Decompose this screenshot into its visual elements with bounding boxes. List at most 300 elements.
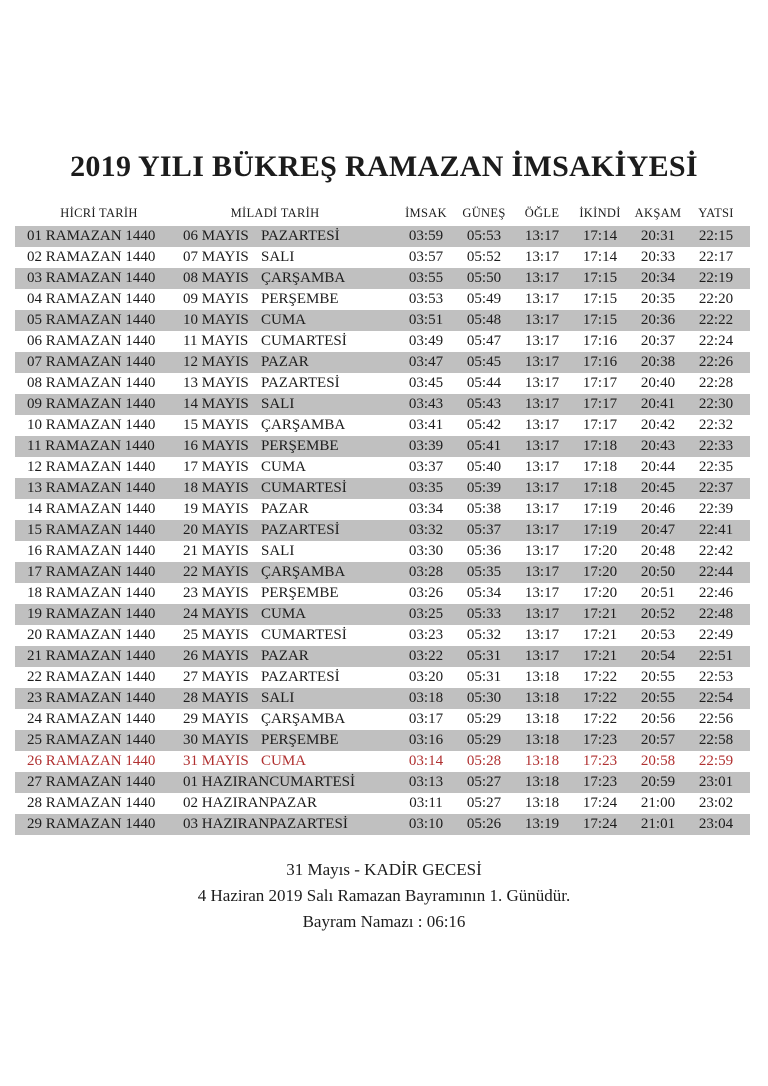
day-name: ÇARŞAMBA xyxy=(261,417,346,433)
time-cell-ogle: 13:17 xyxy=(524,354,560,370)
time-cell-gunes: 05:30 xyxy=(466,690,502,706)
time-cell-ikindi: 17:23 xyxy=(582,774,618,790)
time-cell-gunes: 05:52 xyxy=(466,249,502,265)
hicri-cell: 07 RAMAZAN 1440 xyxy=(27,354,156,370)
time-cell-yatsi: 22:58 xyxy=(698,732,734,748)
day-name: SALI xyxy=(261,690,295,706)
miladi-date: 01 HAZIRAN xyxy=(183,774,270,790)
miladi-date: 27 MAYIS xyxy=(183,669,249,685)
time-cell-ikindi: 17:14 xyxy=(582,228,618,244)
table-row xyxy=(15,688,750,709)
table-row xyxy=(15,793,750,814)
time-cell-ogle: 13:17 xyxy=(524,606,560,622)
time-cell-yatsi: 22:49 xyxy=(698,627,734,643)
time-cell-gunes: 05:29 xyxy=(466,732,502,748)
time-cell-aksam: 20:57 xyxy=(640,732,676,748)
hicri-cell: 21 RAMAZAN 1440 xyxy=(27,648,156,664)
time-cell-yatsi: 22:30 xyxy=(698,396,734,412)
time-cell-gunes: 05:26 xyxy=(466,816,502,832)
miladi-cell xyxy=(183,417,397,434)
time-cell-aksam: 20:46 xyxy=(640,501,676,517)
miladi-date: 28 MAYIS xyxy=(183,690,249,706)
day-name: ÇARŞAMBA xyxy=(261,270,346,286)
time-cell-aksam: 21:01 xyxy=(640,816,676,832)
time-cell-ikindi: 17:24 xyxy=(582,816,618,832)
miladi-date: 02 HAZIRAN xyxy=(183,795,270,811)
miladi-date: 07 MAYIS xyxy=(183,249,249,265)
miladi-date: 16 MAYIS xyxy=(183,438,249,454)
table-row xyxy=(15,310,750,331)
time-cell-aksam: 20:47 xyxy=(640,522,676,538)
time-cell-ogle: 13:17 xyxy=(524,249,560,265)
hicri-cell: 08 RAMAZAN 1440 xyxy=(27,375,156,391)
time-cell-yatsi: 22:24 xyxy=(698,333,734,349)
time-cell-imsak: 03:59 xyxy=(408,228,444,244)
time-cell-ikindi: 17:21 xyxy=(582,627,618,643)
time-cell-ikindi: 17:15 xyxy=(582,312,618,328)
table-row xyxy=(15,814,750,835)
time-cell-ikindi: 17:22 xyxy=(582,711,618,727)
time-cell-aksam: 20:38 xyxy=(640,354,676,370)
miladi-date: 12 MAYIS xyxy=(183,354,249,370)
day-name: PAZARTESİ xyxy=(261,669,340,685)
time-cell-ogle: 13:17 xyxy=(524,543,560,559)
table-row xyxy=(15,646,750,667)
page-title: 2019 YILI BÜKREŞ RAMAZAN İMSAKİYESİ xyxy=(70,150,698,183)
day-name: PAZAR xyxy=(261,501,309,517)
time-cell-yatsi: 22:59 xyxy=(698,753,734,769)
col-header-imsak: İMSAK xyxy=(405,205,447,220)
time-cell-ikindi: 17:22 xyxy=(582,690,618,706)
miladi-date: 29 MAYIS xyxy=(183,711,249,727)
time-cell-aksam: 20:31 xyxy=(640,228,676,244)
time-cell-ikindi: 17:20 xyxy=(582,585,618,601)
time-cell-aksam: 20:45 xyxy=(640,480,676,496)
time-cell-yatsi: 22:22 xyxy=(698,312,734,328)
time-cell-aksam: 20:41 xyxy=(640,396,676,412)
miladi-date: 10 MAYIS xyxy=(183,312,249,328)
hicri-cell: 25 RAMAZAN 1440 xyxy=(27,732,156,748)
time-cell-aksam: 20:54 xyxy=(640,648,676,664)
time-cell-ogle: 13:17 xyxy=(524,396,560,412)
miladi-date: 18 MAYIS xyxy=(183,480,249,496)
time-cell-ikindi: 17:17 xyxy=(582,375,618,391)
time-cell-ogle: 13:19 xyxy=(524,816,560,832)
hicri-cell: 29 RAMAZAN 1440 xyxy=(27,816,156,832)
miladi-cell xyxy=(183,606,397,623)
hicri-cell: 09 RAMAZAN 1440 xyxy=(27,396,156,412)
time-cell-yatsi: 22:46 xyxy=(698,585,734,601)
miladi-cell xyxy=(183,333,397,350)
time-cell-imsak: 03:10 xyxy=(408,816,444,832)
table-row xyxy=(15,226,750,247)
time-cell-ogle: 13:18 xyxy=(524,711,560,727)
time-cell-aksam: 20:40 xyxy=(640,375,676,391)
time-cell-ogle: 13:17 xyxy=(524,627,560,643)
time-cell-yatsi: 22:37 xyxy=(698,480,734,496)
day-name: PERŞEMBE xyxy=(261,732,339,748)
time-cell-gunes: 05:47 xyxy=(466,333,502,349)
time-cell-gunes: 05:29 xyxy=(466,711,502,727)
hicri-cell: 12 RAMAZAN 1440 xyxy=(27,459,156,475)
time-cell-aksam: 20:33 xyxy=(640,249,676,265)
table-row xyxy=(15,268,750,289)
time-cell-ikindi: 17:14 xyxy=(582,249,618,265)
time-cell-yatsi: 22:41 xyxy=(698,522,734,538)
miladi-cell xyxy=(183,459,397,476)
time-cell-ogle: 13:17 xyxy=(524,417,560,433)
time-cell-ikindi: 17:17 xyxy=(582,396,618,412)
miladi-cell xyxy=(183,585,397,602)
day-name: SALI xyxy=(261,396,295,412)
time-cell-gunes: 05:37 xyxy=(466,522,502,538)
time-cell-ikindi: 17:21 xyxy=(582,606,618,622)
miladi-cell xyxy=(183,312,397,329)
day-name: PERŞEMBE xyxy=(261,291,339,307)
day-name: CUMA xyxy=(261,606,307,622)
time-cell-gunes: 05:38 xyxy=(466,501,502,517)
time-cell-gunes: 05:32 xyxy=(466,627,502,643)
hicri-cell: 24 RAMAZAN 1440 xyxy=(27,711,156,727)
time-cell-ogle: 13:17 xyxy=(524,480,560,496)
miladi-date: 06 MAYIS xyxy=(183,228,249,244)
time-cell-ogle: 13:17 xyxy=(524,270,560,286)
time-cell-aksam: 20:35 xyxy=(640,291,676,307)
time-cell-imsak: 03:37 xyxy=(408,459,444,475)
table-row xyxy=(15,331,750,352)
miladi-date: 15 MAYIS xyxy=(183,417,249,433)
time-cell-gunes: 05:43 xyxy=(466,396,502,412)
miladi-cell xyxy=(183,396,397,413)
day-name: CUMA xyxy=(261,753,307,769)
time-cell-imsak: 03:18 xyxy=(408,690,444,706)
table-row xyxy=(15,583,750,604)
time-cell-yatsi: 23:02 xyxy=(698,795,734,811)
time-cell-ikindi: 17:23 xyxy=(582,753,618,769)
table-row xyxy=(15,499,750,520)
time-cell-yatsi: 22:42 xyxy=(698,543,734,559)
day-name: PAZARTESİ xyxy=(261,375,340,391)
time-cell-aksam: 20:43 xyxy=(640,438,676,454)
miladi-cell xyxy=(183,816,397,833)
table-row xyxy=(15,772,750,793)
day-name: PAZAR xyxy=(261,354,309,370)
hicri-cell: 23 RAMAZAN 1440 xyxy=(27,690,156,706)
time-cell-gunes: 05:45 xyxy=(466,354,502,370)
time-cell-yatsi: 22:19 xyxy=(698,270,734,286)
hicri-cell: 27 RAMAZAN 1440 xyxy=(27,774,156,790)
miladi-cell xyxy=(183,690,397,707)
miladi-date: 22 MAYIS xyxy=(183,564,249,580)
time-cell-imsak: 03:26 xyxy=(408,585,444,601)
time-cell-ogle: 13:17 xyxy=(524,438,560,454)
time-cell-yatsi: 22:15 xyxy=(698,228,734,244)
table-row xyxy=(15,625,750,646)
miladi-date: 31 MAYIS xyxy=(183,753,249,769)
time-cell-yatsi: 22:20 xyxy=(698,291,734,307)
time-cell-imsak: 03:55 xyxy=(408,270,444,286)
miladi-cell xyxy=(183,249,397,266)
miladi-date: 03 HAZIRAN xyxy=(183,816,270,832)
time-cell-yatsi: 22:33 xyxy=(698,438,734,454)
time-cell-ikindi: 17:16 xyxy=(582,333,618,349)
time-cell-gunes: 05:34 xyxy=(466,585,502,601)
time-cell-gunes: 05:27 xyxy=(466,795,502,811)
time-cell-imsak: 03:51 xyxy=(408,312,444,328)
time-cell-yatsi: 22:35 xyxy=(698,459,734,475)
table-row xyxy=(15,751,750,772)
time-cell-ikindi: 17:17 xyxy=(582,417,618,433)
col-header-ogle: ÖĞLE xyxy=(524,205,560,220)
time-cell-yatsi: 23:01 xyxy=(698,774,734,790)
time-cell-imsak: 03:41 xyxy=(408,417,444,433)
day-name: PAZARTESİ xyxy=(261,228,340,244)
table-row xyxy=(15,247,750,268)
table-row xyxy=(15,352,750,373)
time-cell-gunes: 05:41 xyxy=(466,438,502,454)
table-row xyxy=(15,562,750,583)
time-cell-ikindi: 17:24 xyxy=(582,795,618,811)
time-cell-ikindi: 17:15 xyxy=(582,291,618,307)
time-cell-gunes: 05:33 xyxy=(466,606,502,622)
table-row xyxy=(15,373,750,394)
miladi-date: 17 MAYIS xyxy=(183,459,249,475)
miladi-date: 25 MAYIS xyxy=(183,627,249,643)
time-cell-aksam: 20:36 xyxy=(640,312,676,328)
time-cell-ogle: 13:18 xyxy=(524,753,560,769)
time-cell-ikindi: 17:19 xyxy=(582,501,618,517)
hicri-cell: 15 RAMAZAN 1440 xyxy=(27,522,156,538)
time-cell-yatsi: 22:53 xyxy=(698,669,734,685)
hicri-cell: 13 RAMAZAN 1440 xyxy=(27,480,156,496)
miladi-cell xyxy=(183,795,397,812)
hicri-cell: 04 RAMAZAN 1440 xyxy=(27,291,156,307)
time-cell-aksam: 20:59 xyxy=(640,774,676,790)
hicri-cell: 14 RAMAZAN 1440 xyxy=(27,501,156,517)
time-cell-ogle: 13:17 xyxy=(524,522,560,538)
miladi-cell xyxy=(183,501,397,518)
day-name: PAZARTESİ xyxy=(261,522,340,538)
day-name: SALI xyxy=(261,543,295,559)
time-cell-yatsi: 22:48 xyxy=(698,606,734,622)
time-cell-ogle: 13:18 xyxy=(524,774,560,790)
time-cell-aksam: 20:51 xyxy=(640,585,676,601)
time-cell-gunes: 05:42 xyxy=(466,417,502,433)
miladi-date: 11 MAYIS xyxy=(183,333,249,349)
table-body xyxy=(15,226,750,835)
day-name: ÇARŞAMBA xyxy=(261,711,346,727)
time-cell-aksam: 20:48 xyxy=(640,543,676,559)
time-cell-ogle: 13:17 xyxy=(524,648,560,664)
day-name: CUMA xyxy=(261,459,307,475)
day-name: CUMARTESİ xyxy=(269,774,356,790)
time-cell-aksam: 20:44 xyxy=(640,459,676,475)
time-cell-yatsi: 22:17 xyxy=(698,249,734,265)
time-cell-imsak: 03:43 xyxy=(408,396,444,412)
footer-line-bayram-namazi: Bayram Namazı : 06:16 xyxy=(302,912,466,931)
table-row xyxy=(15,478,750,499)
time-cell-imsak: 03:53 xyxy=(408,291,444,307)
miladi-cell xyxy=(183,753,397,770)
day-name: CUMARTESİ xyxy=(261,333,347,349)
col-header-miladi-tarih: MİLADİ TARİH xyxy=(230,205,320,220)
miladi-cell xyxy=(183,774,397,791)
time-cell-gunes: 05:36 xyxy=(466,543,502,559)
miladi-cell xyxy=(183,438,397,455)
time-cell-gunes: 05:31 xyxy=(466,669,502,685)
time-cell-gunes: 05:27 xyxy=(466,774,502,790)
time-cell-yatsi: 22:51 xyxy=(698,648,734,664)
time-cell-ogle: 13:17 xyxy=(524,501,560,517)
time-cell-ogle: 13:18 xyxy=(524,795,560,811)
time-cell-imsak: 03:28 xyxy=(408,564,444,580)
time-cell-imsak: 03:30 xyxy=(408,543,444,559)
time-cell-aksam: 20:50 xyxy=(640,564,676,580)
time-cell-ogle: 13:18 xyxy=(524,669,560,685)
time-cell-ogle: 13:17 xyxy=(524,585,560,601)
miladi-cell xyxy=(183,270,397,287)
miladi-cell xyxy=(183,711,397,728)
miladi-cell xyxy=(183,354,397,371)
time-cell-yatsi: 22:54 xyxy=(698,690,734,706)
time-cell-ogle: 13:18 xyxy=(524,732,560,748)
time-cell-aksam: 20:52 xyxy=(640,606,676,622)
time-cell-gunes: 05:53 xyxy=(466,228,502,244)
time-cell-imsak: 03:35 xyxy=(408,480,444,496)
table-row xyxy=(15,541,750,562)
hicri-cell: 26 RAMAZAN 1440 xyxy=(27,753,156,769)
miladi-cell xyxy=(183,291,397,308)
miladi-cell xyxy=(183,564,397,581)
hicri-cell: 02 RAMAZAN 1440 xyxy=(27,249,156,265)
day-name: PAZAR xyxy=(269,795,318,811)
day-name: CUMARTESİ xyxy=(261,627,347,643)
time-cell-ikindi: 17:15 xyxy=(582,270,618,286)
time-cell-gunes: 05:50 xyxy=(466,270,502,286)
day-name: CUMARTESİ xyxy=(261,480,347,496)
time-cell-ikindi: 17:16 xyxy=(582,354,618,370)
time-cell-ikindi: 17:18 xyxy=(582,438,618,454)
time-cell-ikindi: 17:21 xyxy=(582,648,618,664)
miladi-cell xyxy=(183,732,397,749)
time-cell-imsak: 03:13 xyxy=(408,774,444,790)
footer-notes xyxy=(0,857,768,935)
time-cell-imsak: 03:20 xyxy=(408,669,444,685)
col-header-yatsi: YATSI xyxy=(698,205,734,220)
time-cell-yatsi: 22:39 xyxy=(698,501,734,517)
time-cell-imsak: 03:45 xyxy=(408,375,444,391)
hicri-cell: 17 RAMAZAN 1440 xyxy=(27,564,156,580)
miladi-date: 14 MAYIS xyxy=(183,396,249,412)
hicri-cell: 16 RAMAZAN 1440 xyxy=(27,543,156,559)
miladi-cell xyxy=(183,669,397,686)
miladi-date: 20 MAYIS xyxy=(183,522,249,538)
time-cell-aksam: 20:53 xyxy=(640,627,676,643)
time-cell-ikindi: 17:18 xyxy=(582,459,618,475)
table-row xyxy=(15,709,750,730)
footer-line-kadir-gecesi: 31 Mayıs - KADİR GECESİ xyxy=(286,860,482,879)
time-cell-imsak: 03:23 xyxy=(408,627,444,643)
hicri-cell: 19 RAMAZAN 1440 xyxy=(27,606,156,622)
time-cell-ikindi: 17:22 xyxy=(582,669,618,685)
table-row xyxy=(15,394,750,415)
time-cell-yatsi: 22:32 xyxy=(698,417,734,433)
time-cell-ogle: 13:17 xyxy=(524,291,560,307)
miladi-cell xyxy=(183,648,397,665)
time-cell-yatsi: 22:28 xyxy=(698,375,734,391)
time-cell-imsak: 03:22 xyxy=(408,648,444,664)
time-cell-gunes: 05:35 xyxy=(466,564,502,580)
time-cell-ikindi: 17:20 xyxy=(582,543,618,559)
hicri-cell: 10 RAMAZAN 1440 xyxy=(27,417,156,433)
hicri-cell: 11 RAMAZAN 1440 xyxy=(27,438,155,454)
table-header xyxy=(15,203,750,223)
miladi-date: 09 MAYIS xyxy=(183,291,249,307)
time-cell-yatsi: 22:44 xyxy=(698,564,734,580)
time-cell-gunes: 05:31 xyxy=(466,648,502,664)
miladi-date: 19 MAYIS xyxy=(183,501,249,517)
miladi-date: 08 MAYIS xyxy=(183,270,249,286)
miladi-cell xyxy=(183,627,397,644)
time-cell-aksam: 21:00 xyxy=(640,795,676,811)
hicri-cell: 22 RAMAZAN 1440 xyxy=(27,669,156,685)
day-name: ÇARŞAMBA xyxy=(261,564,346,580)
time-cell-aksam: 20:55 xyxy=(640,669,676,685)
miladi-cell xyxy=(183,375,397,392)
time-cell-ogle: 13:17 xyxy=(524,564,560,580)
day-name: PERŞEMBE xyxy=(261,585,339,601)
time-cell-yatsi: 22:56 xyxy=(698,711,734,727)
miladi-cell xyxy=(183,543,397,560)
table-row xyxy=(15,436,750,457)
time-cell-imsak: 03:39 xyxy=(408,438,444,454)
time-cell-imsak: 03:47 xyxy=(408,354,444,370)
hicri-cell: 05 RAMAZAN 1440 xyxy=(27,312,156,328)
table-row xyxy=(15,667,750,688)
time-cell-imsak: 03:16 xyxy=(408,732,444,748)
time-cell-ogle: 13:17 xyxy=(524,459,560,475)
time-cell-imsak: 03:32 xyxy=(408,522,444,538)
time-cell-imsak: 03:17 xyxy=(408,711,444,727)
miladi-date: 26 MAYIS xyxy=(183,648,249,664)
time-cell-ogle: 13:17 xyxy=(524,375,560,391)
table-row xyxy=(15,520,750,541)
hicri-cell: 20 RAMAZAN 1440 xyxy=(27,627,156,643)
day-name: SALI xyxy=(261,249,295,265)
time-cell-imsak: 03:57 xyxy=(408,249,444,265)
time-cell-ikindi: 17:23 xyxy=(582,732,618,748)
miladi-date: 13 MAYIS xyxy=(183,375,249,391)
table-row xyxy=(15,730,750,751)
footer-line-bayram-gunu: 4 Haziran 2019 Salı Ramazan Bayramının 1. Günüdür. xyxy=(197,886,571,905)
time-cell-imsak: 03:11 xyxy=(409,795,443,811)
table-row xyxy=(15,457,750,478)
day-name: PAZARTESİ xyxy=(269,816,348,832)
col-header-ikindi: İKİNDİ xyxy=(579,205,621,220)
miladi-cell xyxy=(183,522,397,539)
time-cell-ogle: 13:17 xyxy=(524,333,560,349)
time-cell-ikindi: 17:20 xyxy=(582,564,618,580)
col-header-hicri-tarih: HİCRİ TARİH xyxy=(60,205,138,220)
time-cell-yatsi: 23:04 xyxy=(698,816,734,832)
miladi-date: 21 MAYIS xyxy=(183,543,249,559)
miladi-cell xyxy=(183,228,397,245)
time-cell-gunes: 05:49 xyxy=(466,291,502,307)
time-cell-ikindi: 17:18 xyxy=(582,480,618,496)
time-cell-ogle: 13:17 xyxy=(524,228,560,244)
time-cell-aksam: 20:56 xyxy=(640,711,676,727)
table-row xyxy=(15,604,750,625)
